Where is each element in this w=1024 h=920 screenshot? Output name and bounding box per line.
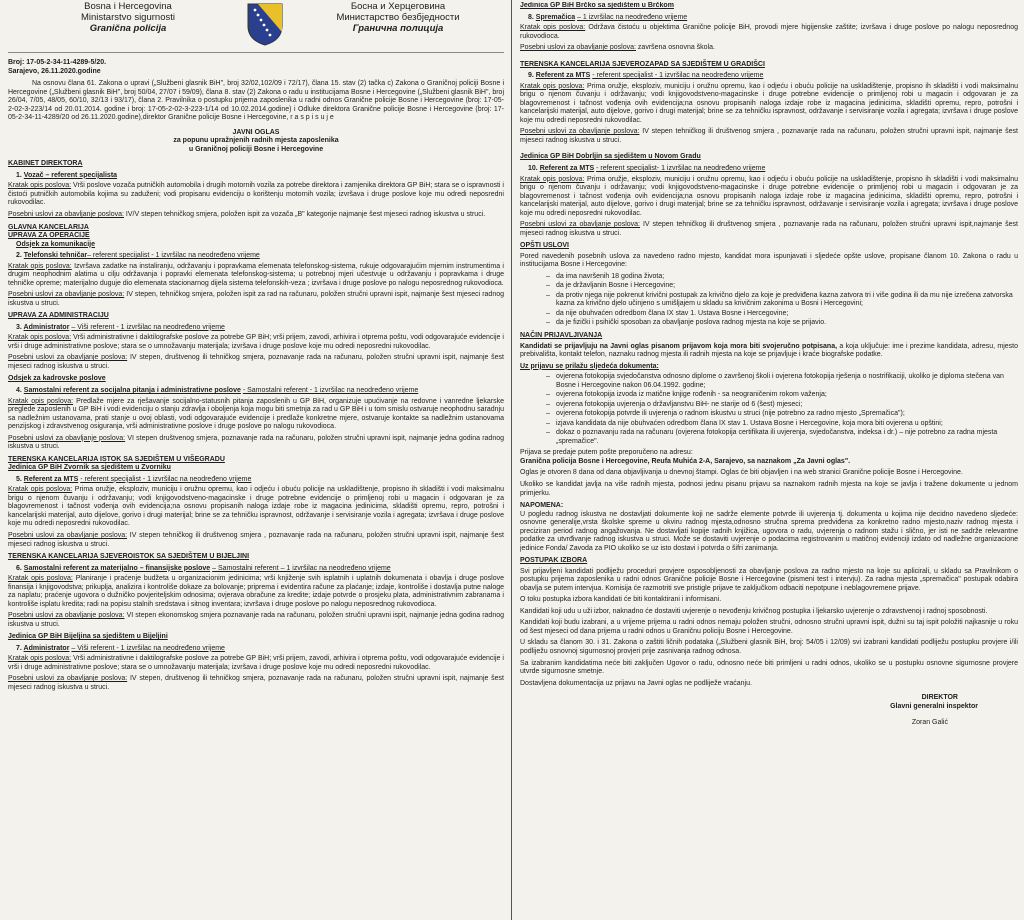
letterhead-ministry-cyr: Министарство безбједности [336,11,460,23]
section-bijeljina: Jedinica GP BiH Bijeljina sa sjedištem u Bijeljini [8,633,168,641]
doc-number: Broj: 17-05-2-34-11-4289-5/20. [8,59,107,66]
signature-title: DIREKTOR [921,694,958,702]
position-2-description: Kratak opis poslova: Izvršava zadatke na instaliranju, održavanju i popravkama elemenata telefonskog-sistema, rukuje odgovarajućim mjernim instrumentima i drugim neophodnim alatima u cilju održavanja i popravki elemenata telefonskog-sistema; u potrebnoj mjeri učestvuje u održavanju i popravkama i druge tehničke opreme; materijalno duguje dio elemenata stacionarnog dijela sistema telefonskih-veza ; izvršava i druge poslove po nalogu neposrednog rukovodioca. [8,262,504,287]
position-7-requirements: Posebni uslovi za obavljanje poslova: IV stepen, društvenog ili tehničkog smjera, poznavanje rada na računaru, položen stručni upravni ispit, najmanje šest mjeseci radnog iskustva u struci. [8,675,504,691]
docs-title: Uz prijavu se prilažu sljedeća dokumenta: [520,362,659,370]
right-column [520,2,1018,916]
ad-title: JAVNI OGLAS [232,128,280,136]
position-8-description: Kratak opis poslova: Održava čistoću u objektima Granične policije BiH, provodi mjere higijenske zaštite; izvršava i druge poslove po nalogu neposrednog rukovodioca. [520,24,1018,40]
multiple-positions: Ukoliko se kandidat javlja na više radnih mjesta, podnosi jednu pisanu prijavu sa naznakom radnih mjesta na koje se javlja i tražene dokumente u jednom primjerku. [520,480,1018,497]
list-item: – da nije obuhvaćen odredbom člana IX stav 1. Ustava Bosne i Hercegovine; [556,310,1018,319]
section-opsti-uslovi: OPŠTI USLOVI [520,242,570,250]
ad-subtitle-2: u Graničnoj policiji Bosne i Hercegovine [188,145,324,153]
list-item: – dokaz o poznavanju rada na računaru (ovjerena fotokopija certifikata ili uvjerenja, svjedočanstva, indeksa i dr.) – nije potrebno za radna mjesta „spremačice". [556,429,1018,446]
list-item: – ovjerena fotokopija svjedočanstva odnosno diplome o završenoj školi i ovjerena fotokopija rješenja o nostrifikaciji, ukoliko je diploma stečena van Bosne i Hercegovine nakon 06.04.1992. godine; [556,373,1018,390]
list-item: – izjava kandidata da nije obuhvaćen odredbom člana IX stav 1. Ustava Bosne i Hercegovine, koja mora biti ovjerena u opštini; [556,420,1018,429]
section-komunikacije: Odsjek za komunikacije [16,240,95,248]
coat-of-arms-icon [246,2,284,46]
postupak-p7: Dostavljena dokumentacija uz prijavu na Javni oglas ne podliježe vraćanju. [520,679,752,687]
list-item: – da ima navršenih 18 godina života; [556,273,1018,282]
letterhead-agency: Granična policija [89,22,167,34]
letterhead-country: Bosna i Hercegovina [84,1,172,12]
position-2-title: 2. Telefonski tehničar– referent specijalist - 1 izvršilac na neodređeno vrijeme [16,252,260,260]
position-10-title: 10. Referent za MTS - referent specijalist- 1 izvršilac na neodređeno vrijeme [528,164,766,172]
position-7-title: 7. Administrator – Viši referent - 1 izvršilac na neodređeno vrijeme [16,644,225,652]
position-6-title: 6. Samostalni referent za materijalno – finansijske poslove – Samostalni referent – 1 izvršilac na neodređeno vrijeme [16,564,391,572]
position-10-description: Kratak opis poslova: Prima oružje, eksploziv, municiju i oružnu opremu, kao i odjeću i obuću policije na uskladištenje, propisno ih skladišti i vodi maksimalnu brigu o njenom čuvanju i održavanju; vodi knjigovodstveno-magacinske i druge potrebne evidencije o primljenoj robi u magacin i odgovaran je za blagovremenost i tačnost vođenja ovih evidencija;na osnovu propisanih naloga izdaje robe iz magacina jedinicima, skladišti opremu, repro, potrošni i kancelarijski materijal, auto dijelove, gorivo i drugi materijal; brine se za tehničku ispravnost, održavanje i servisiranje vozila i agregata; izvršava i druge poslove koje mu odredi neposredni rukovodilac. [520,175,1018,217]
position-3-title: 3. Administrator – Viši referent - 1 izvršilac na neodređeno vrijeme [16,323,225,331]
position-5-title: 5. Referent za MTS - referent specijalist - 1 izvršilac na neodređeno vrijeme [16,475,252,483]
napomena-title: NAPOMENA: [520,502,564,510]
position-8-requirements: Posebni uslovi za obavljanje poslova: završena osnovna škola. [520,44,715,52]
letterhead-agency-cyr: Гранична полиција [352,22,444,34]
postupak-p4: Kandidati koji budu izabrani, a u vrijeme prijema u radni odnos nemaju položen stručni, odnosno stručni upravni ispit, dužni su taj ispit položiti najkasnije u roku od šest mjeseci od dana prijema u radni odnos u Graničnu policiju Bosne i Hercegovine. [520,619,1018,635]
napomena-text: U pogledu radnog iskustva ne dostavljati dokumente koji ne sadrže elemente potvrde ili uvjerenja tj. dokumenta u kojima nije decidno navedeno sljedeće: osnovne generalije,vrsta školske spreme u okviru radnog mjesta,odnosno stručna sprema predviđena za konkretno radno mjesto,naziv radnog mjesta i preciziran period radnog angažovanja. Ne dostavljati kopije radnih knjižica, ugovora o radu, uvjerenja o radnom stažu i slično, jer isti ne sadrže relevantne podatke za utvrđivanje radnog iskustva u struci. Može se dostaviti uvjerenje o podacima registrovanim u matičnoj evidenciji izdato od nadležne organizacione jedinice Fonda/ Zavoda za PIO ukoliko se uz isto dostavi i potvrda o šifri zanimanja. [520,510,1018,552]
list-item: – ovjerena fotokopija uvjerenja o državljanstvu BiH- ne starije od 6 (šest) mjeseci; [556,401,1018,410]
position-1-title: 1. Vozač – referent specijalista [16,171,118,179]
letterhead-latin [38,2,218,35]
address-intro: Prijava se predaje putem pošte preporučeno na adresu: [520,449,693,457]
letterhead-cyrillic [298,2,498,35]
opsti-intro: Pored navedenih posebnih uslova za navedeno radno mjesto, kandidat mora ispunjavati i sljedeće opšte uslove, propisane članom 10. Zakona o radu u institucijama Bosne i Hercegovine: [520,252,1018,269]
position-5-requirements: Posebni uslovi za obavljanje poslova: IV stepen tehničkog ili društvenog smjera , poznavanje rada na računaru, položen stručni upravni ispit, najmanje šest mjeseci radnog iskustva u struci. [8,531,504,548]
section-dobrljin: Jedinica GP BiH Dobrljin sa sjedištem u Novom Gradu [520,153,701,161]
address: Granična policija Bosne i Hercegovine, Reufa Muhića 2-A, Sarajevo, sa naznakom „Za Javni oglas". [520,457,851,465]
list-item: – ovjerena fotokopija izvoda iz matične knjige rođenih - sa neograničenim rokom važenja; [556,391,1018,400]
section-administracija: UPRAVA ZA ADMINISTRACIJU [8,312,109,320]
letterhead-ministry: Ministarstvo sigurnosti [81,11,175,23]
postupak-p3: Kandidati koji udu u uži izbor, naknadno će dostaviti uvjerenje o nevođenju krivičnog postupka i ljekarsko uvjerenje o zdravstvenoj i radnoj sposobnosti. [520,607,988,615]
position-9-requirements: Posebni uslovi za obavljanje poslova: IV stepen tehničkog ili društvenog smjera , poznavanje rada na računaru, položen stručni upravni ispit, najmanje šest mjeseci radnog iskustva u struci. [520,128,1018,144]
position-3-description: Kratak opis poslova: Vrši administrativne i daktilografske poslove za potrebe GP BiH; vrši prijem, zavodi, arhivira i otprema poštu, vodi odgovarajuće evidencije i vrši i druge administrativne poslove; stara se o umnožavanju materijala; izvršava i druge poslove koje mu odredi neposredni rukovodilac. [8,334,504,350]
list-item: – da je fizički i psihički sposoban za obavljanje poslova radnog mjesta na koje se prijavio. [556,319,1018,328]
signature-role: Glavni generalni inspektor [890,702,978,710]
position-2-requirements: Posebni uslovi za obavljanje poslova: IV stepen, tehničkog smjera, položen ispit za rad na računaru, položen stručni upravni ispit, najmanje šest mjeseci radnog iskustva u struci. [8,291,504,307]
docs-list [556,373,1018,446]
intro-paragraph: Na osnovu člana 61. Zakona o upravi („Službeni glasnik BiH", broj 32/02,102/09 i 72/17), člana 15. stav (2) tačka c) Zakona o Graničnoj policiji Bosne i Hercegovine („Službeni glasnik BiH", broj 50/04, 27/07 i 59/09), člana 8. stav (2) Zakona o radu u institucijama Bosne i Hercegovine („Službeni glasnik BiH", broj 26/04, 7/05, 48/05, 60/10, 32/13 i 93/17), člana 2. Pravilnika o postupku prijema zaposlenika u radni odnos Granične policije Bosne i Hercegovine (broj: 17-05-2-02-3-223/14 od 20.01.2014. godine i broj: 17-05-2-02-3-223-1/14 od 10.02.2014.godine) i Odluke direktora Granične policije Bosne i Hercegovine (broj: 17-05-2-34-11-4289/20 od 26.11.2020.godine),direktor Granične policije Bosne i Hercegovine, r a s p i s u j e [8,80,504,122]
section-sjeveroistok: TERENSKA KANCELARIJA SJEVEROISTOK SA SJEDIŠTEM U BIJELJINI [8,553,250,561]
letterhead [8,0,504,53]
nacin-paragraph: Kandidati se prijavljuju na Javni oglas pisanom prijavom koja mora biti svojeručno potpisana, a koja uključuje: ime i prezime kandidata, adresu, mjesto prebivališta, kontakt telefon, naznaku radnog mjesta ili radnih mjesta na koje se prijavljuje i kraće biografske podatke. [520,342,1018,359]
position-3-requirements: Posebni uslovi za obavljanje poslova: IV stepen, društvenog ili tehničkog smjera, poznavanje rada na računaru, položen stručni upravni ispit, najmanje šest mjeseci radnog iskustva u struci. [8,354,504,370]
position-5-description: Kratak opis poslova: Prima oružje, eksploziv, municiju i oružnu opremu, kao i odjeću i obuću policije na uskladištenje, propisno ih skladišti i vodi maksimalnu brigu o njenom čuvanju i održavanju; vodi knjigovodstveno-magacinske i druge potrebne evidencije o primljenoj robi u magacin i odgovaran je za blagovremenost i tačnost vođenja ovih evidencija;na osnovu propisanih naloga izdaje robe iz magacina jedinicima, skladišti opremu, repro, potrošni i kancelarijski materijal, auto dijelove, gorivo i drugi materijal; brine se za tehničku ispravnost, održavanje i servisiranje vozila i agregata; izvršava i druge poslove koje mu odredi neposredni rukovodilac. [8,486,504,528]
oglas-duration: Oglas je otvoren 8 dana od dana objavljivanja u dnevnoj štampi. Oglas će biti objavljen i na web stranici Granične policije Bosne i Hercegovine. [520,469,963,477]
section-postupak: POSTUPAK IZBORA [520,557,588,565]
section-nacin-prijavljivanja: NAČIN PRIJAVLJIVANJA [520,332,603,339]
position-8-title: 8. Spremačica – 1 izvršilac na neodređeno vrijeme [528,13,688,21]
list-item: – da je državljanin Bosne i Hercegovine; [556,282,1018,291]
section-zvornik: Jedinica GP BiH Zvornik sa sjedištem u Zvorniku [8,464,171,472]
left-column [8,0,504,916]
letterhead-country-cyr: Босна и Херцеговина [350,1,446,12]
position-6-requirements: Posebni uslovi za obavljanje poslova: VI stepen ekonomskog smjera poznavanje rada na računaru, položen stručni upravni ispit, najmanje jedna godina radnog iskustva u struci. [8,612,504,628]
section-kabinet: KABINET DIREKTORA [8,160,83,168]
opsti-list [556,273,1018,328]
doc-date: Sarajevo, 26.11.2020.godine [8,67,101,75]
section-operacije: UPRAVA ZA OPERACIJE [8,232,90,240]
list-item: – da protiv njega nije pokrenut krivični postupak za krivično djelo za koje je predviđena kazna zatvora tri i više godina ili da mu nije izrečena zatvorska kazna za krivično djelo učinjeno s umišljajem u skladu sa krivičnim zakonima u Bosni i Hercegovini; [556,292,1018,309]
position-9-description: Kratak opis poslova: Prima oružje, eksploziv, municiju i oružnu opremu, kao i odjeću i obuću policije na uskladištenje, propisno ih skladišti i vodi maksimalnu brigu o njenom čuvanju i održavanju; vodi knjigovodstveno-magacinske i druge potrebne evidencije o primljenoj robi u magacin i odgovaran je za blagovremenost i tačnost vođenja ovih evidencija;na osnovu propisanih naloga izdaje robe iz magacina jedinicima, skladišti opremu, repro, potrošni i kancelarijski materijal, auto dijelove, gorivo i drugi materijal; brine se za tehničku ispravnost, održavanje i servisiranje vozila i agregata; izvršava i druge poslove koje mu odredi neposredni rukovodilac. [520,82,1018,124]
position-9-title: 9. Referent za MTS - referent specijalist - 1 izvršilac na neodređeno vrijeme [528,72,764,80]
position-4-description: Kratak opis poslova: Predlaže mjere za rješavanje socijalno-statusnih pitanja zaposlenih u GP BiH, organizuje upućivanje na redovne i vanredne ljekarske preglede zaposlenih u GP BiH i vodi evidenciju o stanju zdravlja i oboljenja koja mogu biti smetnja za rad u GP BiH i u tom smislu ostvaruje neophodnu saradnju sa nadležnim ustanovama, prati stanje u ovoj oblasti, vodi odgovarajuće evidencije i predlaže konkretne mjere, ostvaruje kontakte sa nadležnim ustanovama penzijskog i zdravstvenog osiguranja, vrši administrativne poslove i druge poslove po nalogu rukovodioca. [8,397,504,431]
signature-name: Zoran Galić [911,719,948,727]
section-brcko: Jedinica GP BiH Brčko sa sjedištem u Brčkom [520,2,674,9]
section-kadrovski: Odsjek za kadrovske poslove [8,375,106,383]
position-6-description: Kratak opis poslova: Planiranje i praćenje budžeta u organizacionim jedinicima; vrši knjiženje svih isplatnih i uplatnih dokumenata i obavlja i druge poslove finansija i knjigovodstva; prikuplja, analizira i kontroliše dokaze za bolovanje; priprema i evidentira račune za plaćanje; izdaje, kontroliše i dostavlja putne naloge za naplatu; praćenje ugovora o dužničko povjeriteljskim odnosima; ovjerava obračune za kredite; izdaje potvrde o prosjeku plata, administrativnim zabranama i kontroliše isplatu kredita; radi na popisu stalnih sredstava i sitnog inventara; izvršava i druge poslove po nalogu neposrednog rukovodioca. [8,575,504,608]
column-divider [511,0,512,920]
list-item: – ovjerena fotokopija potvrde ili uvjerenja o radnom iskustvu u struci (nije potrebno za radno mjesto „Spremačica"); [556,410,1018,419]
postupak-p1: Svi prijavljeni kandidati podliježu proceduri provjere osposobljenosti za obavljanje poslova za radno mjesto na koje su aplicirali, u skladu sa Pravilnikom o postupku prijema zaposlenika u radni odnos Granične policije Bosne i Hercegovine (pismeni test i intervju). Za radna mjesta „spremačica" postupak odabira obavlja se putem intervjua. Komisija će razmotriti sve pristigle prijave te zaključkom odbaciti nepotpune i neblagovremene prijave. [520,567,1018,592]
postupak-p6: Sa izabranim kandidatima neće biti zaključen Ugovor o radu, odnosno neće biti primljeni u radni odnos, ukoliko se u postupku osnovne sigurnosne provjere utvrde sigurnosne smetnje. [520,659,1018,676]
section-istok: TERENSKA KANCELARIJA ISTOK SA SJEDIŠTEM U VIŠEGRADU [8,455,225,463]
section-sjeverozapad: TERENSKA KANCELARIJA SJEVEROZAPAD SA SJEDIŠTEM U GRADIŠCI [520,60,765,68]
position-1-description: Kratak opis poslova: Vrši poslove vozača putničkih automobila i drugih motornih vozila za potrebe direktora i zamjenika direktora GP BiH; stara se o ispravnosti i čistoći putničkih automobila kojima su zaduženi; vodi propisanu evidenciju o korištenju motornih vozila; izvršava i druge poslove koje mu odredi neposredni rukovodilac. [8,182,504,207]
postupak-p2: O toku postupka izbora kandidati će biti kontaktirani i informisani. [520,596,722,604]
postupak-p5: U skladu sa članom 30. i 31. Zakona o zaštiti ličnih podataka („Službeni glasnik BiH, broj: 54/05 i 12/09) svi izabrani kandidati podliježu postupku provjere i/ili podliježu osnovnoj sigurnosnoj provjeri prije zasnivanja radnog odnosa. [520,639,1018,655]
position-7-description: Kratak opis poslova: Vrši administrativne i daktilografske poslove za potrebe GP BiH; vrši prijem, zavodi, arhivira i otprema poštu, vodi odgovarajuće evidencije i vrši i druge administrativne poslove; stara se o umnožavanju materijala; izvršava i druge poslove koje mu odredi neposredni rukovodilac. [8,655,504,671]
position-1-requirements: Posebni uslovi za obavljanje poslova: IV/V stepen tehničkog smjera, položen ispit za vozača „B" kategorije najmanje šest mjeseci radnog iskustva u struci. [8,210,486,218]
ad-subtitle-1: za popunu upražnjenih radnih mjesta zaposlenika [173,137,339,145]
position-4-requirements: Posebni uslovi za obavljanje poslova: VI stepen društvenog smjera, poznavanje rada na računaru, položen stručni upravni ispit, najmanje jedna godina radnog iskustva u struci. [8,434,504,451]
position-10-requirements: Posebni uslovi za obavljanje poslova: IV stepen tehničkog ili društvenog smjera , poznavanje rada na računaru, položen stručni upravni ispit,najmanje šest mjeseci radnog iskustva u struci. [520,221,1018,237]
section-glavna: GLAVNA KANCELARIJA [8,223,89,231]
position-4-title: 4. Samostalni referent za socijalna pitanja i administrativne poslove - Samostalni referent - 1 izvršilac na neodređeno vrijeme [16,387,419,394]
